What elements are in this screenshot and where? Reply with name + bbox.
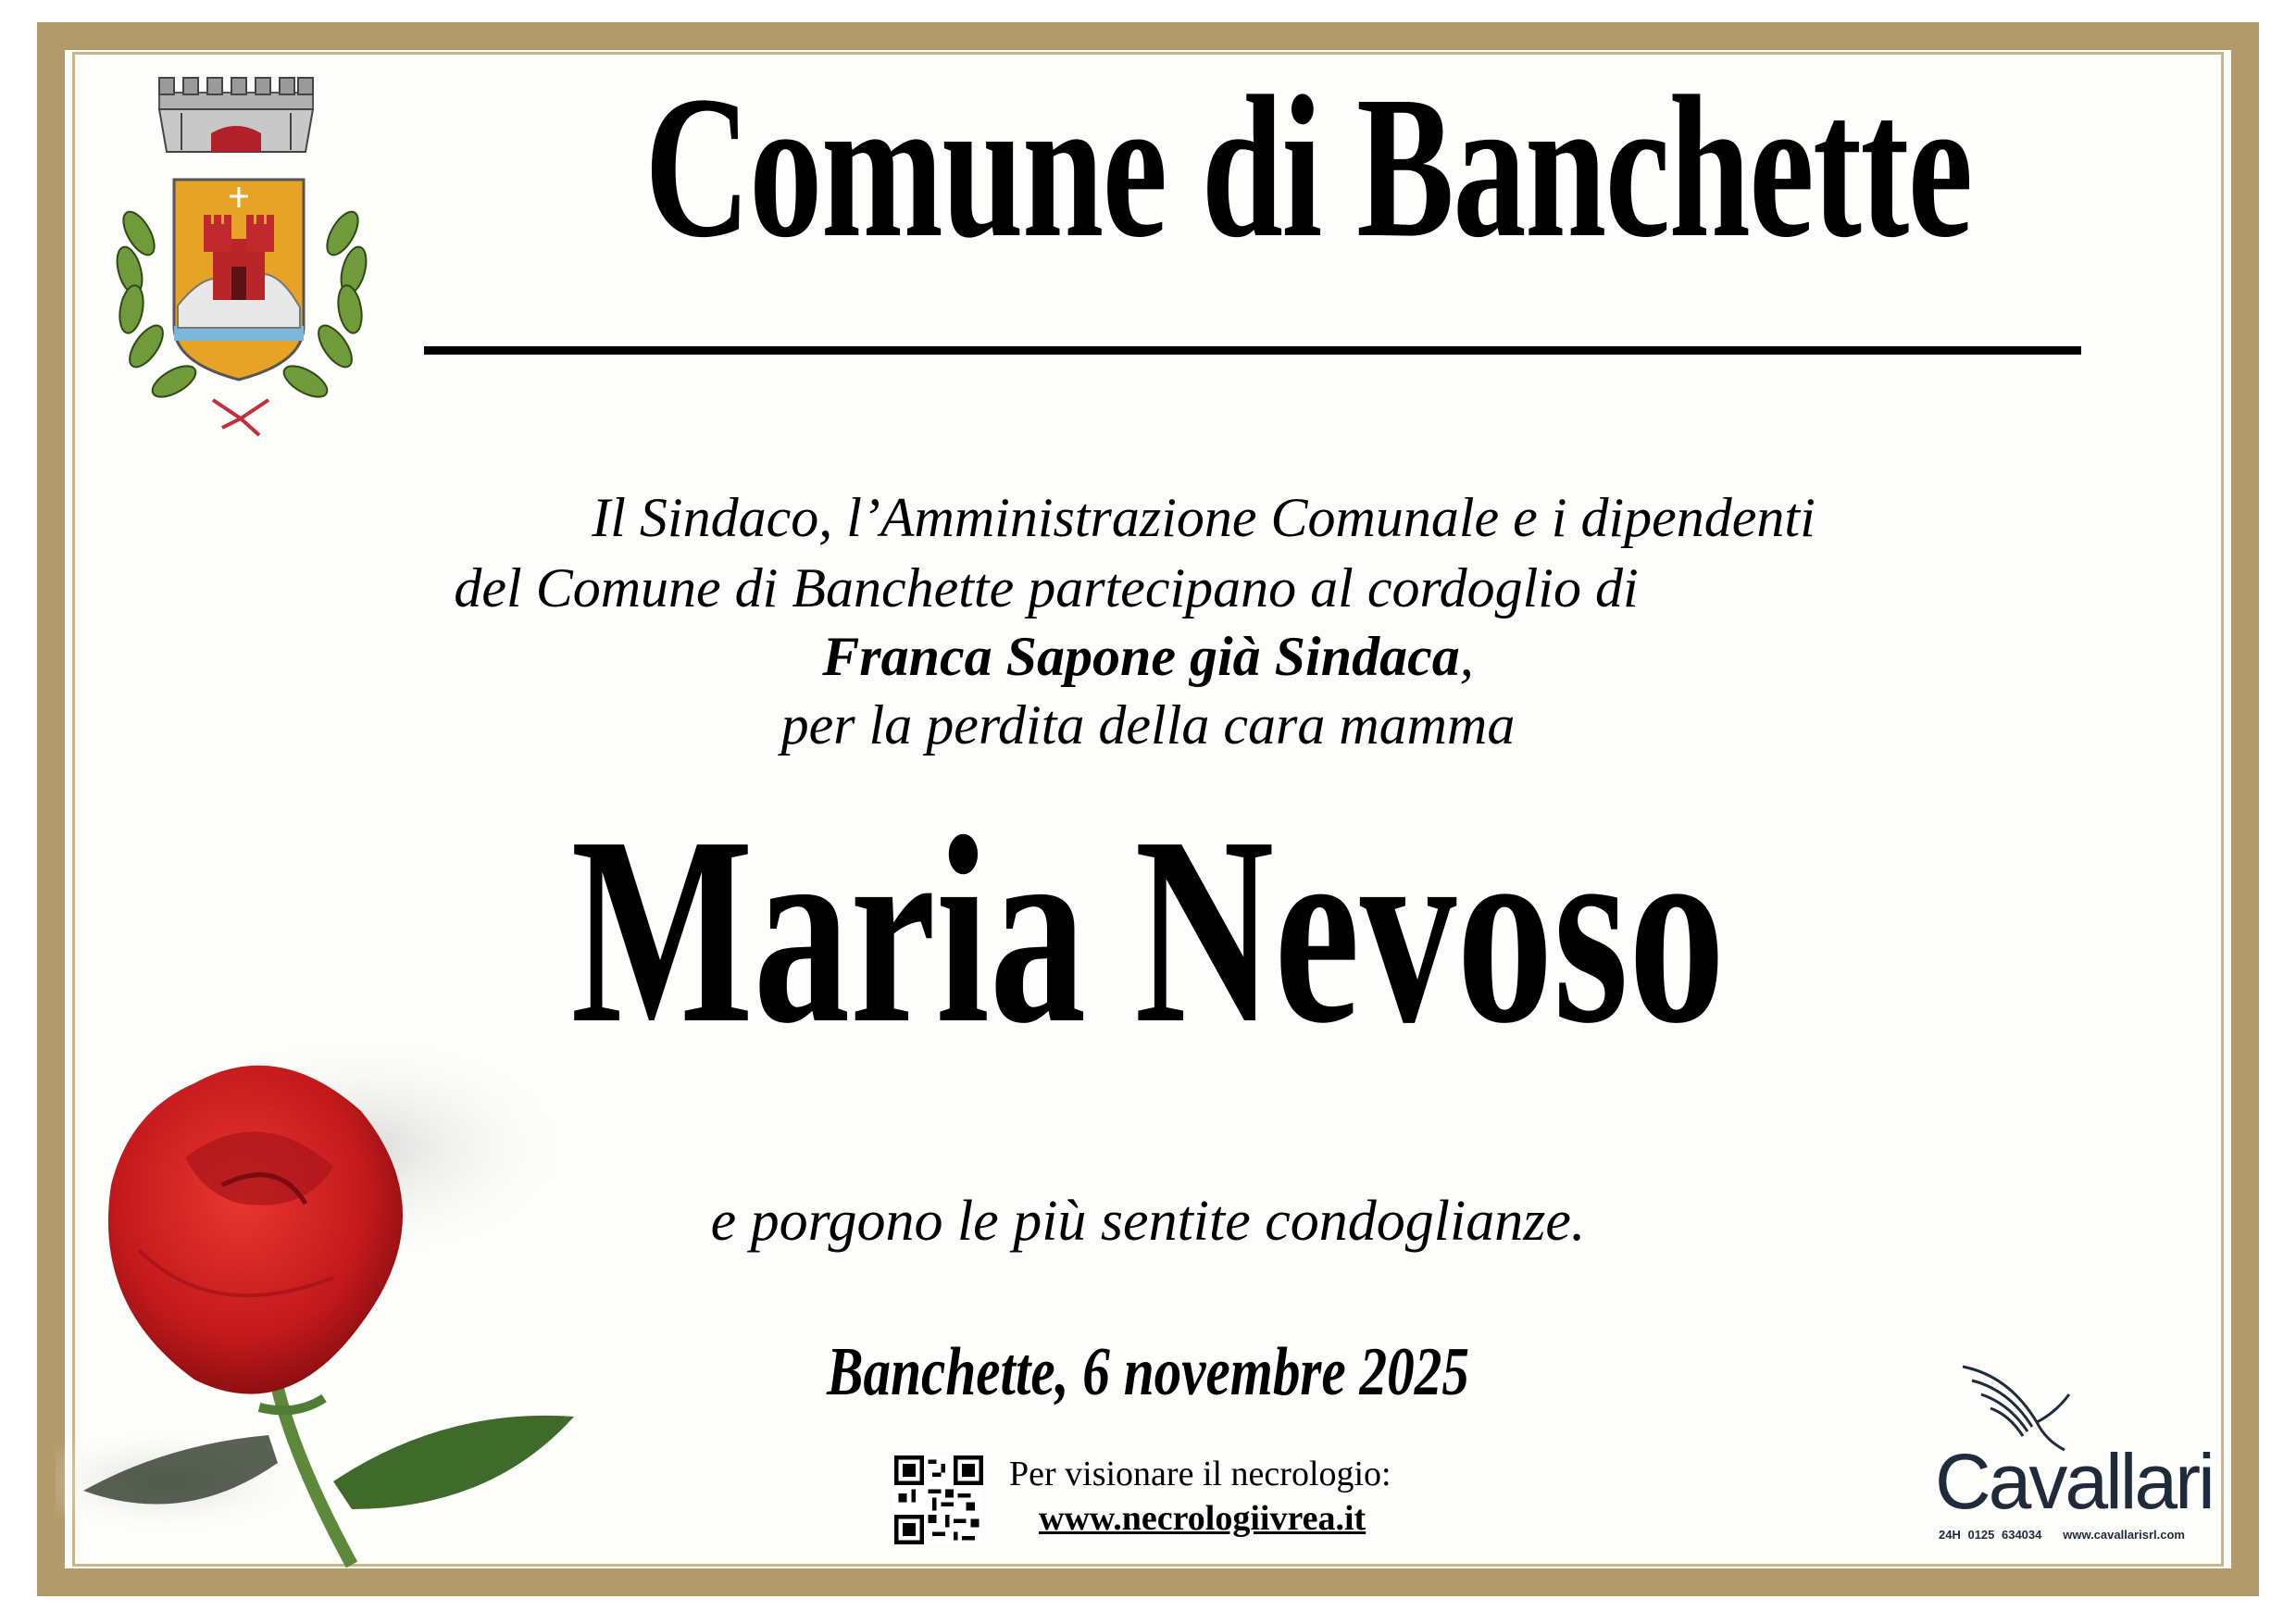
- announcement-line-4: per la perdita della cara mamma: [780, 694, 1516, 756]
- qr-code-icon[interactable]: [894, 1455, 983, 1544]
- website-link[interactable]: www.necrologiivrea.it: [1039, 1499, 1366, 1538]
- funeral-home-logo-name: Cavallari: [1935, 1438, 2213, 1525]
- coat-of-arms-icon: [74, 76, 407, 483]
- deceased-name: Maria Nevoso: [570, 781, 1726, 1079]
- page-title: Comune di Banchette: [644, 54, 1972, 280]
- funeral-home-contact: [1939, 1528, 2235, 1542]
- mayor-name-comma: ,: [1459, 626, 1474, 687]
- announcement-line-3: [278, 622, 2018, 691]
- dateline: Banchette, 6 novembre 2025: [827, 1334, 1469, 1410]
- red-rose-image: [56, 1046, 630, 1602]
- announcement-line-1: Il Sindaco, l’Amministrazione Comunale e i dipendenti: [592, 487, 1816, 548]
- funeral-home-url[interactable]: www.cavallarisrl.com: [2063, 1528, 2185, 1542]
- closing-line: e porgono le più sentite condoglianze.: [710, 1190, 1586, 1253]
- mayor-name: Franca Sapone già Sindaca: [822, 626, 1460, 687]
- announcement-line-2: del Comune di Banchette partecipano al cordoglio di: [454, 557, 1639, 618]
- title-underline: [424, 346, 2081, 355]
- qr-label: Per visionare il necrologio:: [1009, 1455, 1391, 1493]
- funeral-home-phone: 24H 0125 634034: [1939, 1528, 2042, 1542]
